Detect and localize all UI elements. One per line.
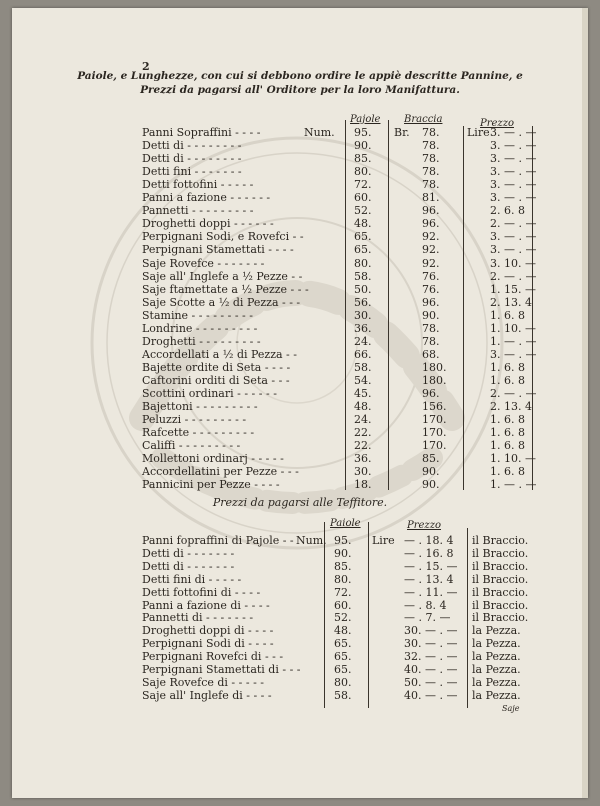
cell-braccia: 76. [422, 282, 440, 296]
cell-pajole: 65. [354, 243, 372, 257]
row-name: Panni a fazione di - - - - [142, 598, 270, 612]
cell-prezzo: 3. — . — [490, 165, 537, 179]
row-name: Detti di - - - - - - - [142, 546, 235, 560]
cell-unit: la Pezza. [472, 650, 521, 664]
cell-prezzo: 1. 6. 8 [490, 360, 525, 374]
cell-pajole: 48. [354, 400, 372, 414]
cell-pajole: 30. [354, 308, 372, 322]
cell-prezzo: 2. — . — [490, 217, 537, 231]
cell-paiole: 90. [334, 546, 352, 560]
table-row [12, 387, 588, 401]
cell-paiole: 65. [334, 637, 352, 651]
row-name: Bajette ordite di Seta - - - - [142, 360, 291, 374]
row-name: Saje all' Inglefe a ½ Pezze - - [142, 269, 303, 283]
row-name: Saje Rovefce di - - - - - [142, 675, 265, 689]
cell-prezzo: 1. 6. 8 [490, 465, 525, 479]
table-row [12, 689, 588, 703]
cell-braccia: 96. [422, 217, 440, 231]
cell-braccia: 92. [422, 243, 440, 257]
cell-braccia: 78. [422, 321, 440, 335]
header-braccia: Braccia [404, 114, 443, 125]
cell-braccia: 78. [422, 178, 440, 192]
cell-braccia: 96. [422, 204, 440, 218]
cell-braccia: 68. [422, 347, 440, 361]
cell-prezzo: 1. 6. 8 [490, 426, 525, 440]
table-row [12, 283, 588, 297]
row-name: Panni Sopraffini - - - - [142, 126, 261, 139]
row-name: Detti fottofini di - - - - [142, 585, 261, 599]
table-row [12, 400, 588, 414]
cell-pajole: 85. [354, 152, 372, 166]
cell-prezzo: 3. — . — [490, 178, 537, 192]
cell-prezzo: 2. 13. 4 [490, 295, 532, 309]
cell-braccia: 180. [422, 373, 447, 387]
cell-prezzo: 3. — . — [490, 243, 537, 257]
cell-braccia: 85. [422, 452, 440, 466]
cell-prezzo: — . 8. 4 [404, 598, 447, 612]
title-line-1: Paiole, e Lunghezze, con cui si debbono ordire le appiè descritte Pannine, e [77, 70, 523, 82]
cell-braccia: 90. [422, 478, 440, 492]
cell-braccia: 156. [422, 400, 447, 414]
table-row [12, 663, 588, 677]
row-name: Londrine - - - - - - - - - [142, 321, 258, 335]
table-row [12, 322, 588, 336]
cell-pajole: 56. [354, 295, 372, 309]
row-name: Saje ftamettate a ½ Pezze - - - [142, 282, 309, 296]
row-name: Stamine - - - - - - - - - [142, 308, 253, 322]
cell-paiole: 80. [334, 572, 352, 586]
row-name: Perpignani Sodi di - - - - [142, 637, 274, 651]
row-name: Saje all' Inglefe di - - - - [142, 688, 272, 702]
cell-prezzo: 2. 6. 8 [490, 204, 525, 218]
row-name: Detti fottofini - - - - - [142, 178, 254, 192]
row-name: Bajettoni - - - - - - - - - [142, 400, 258, 414]
cell-prezzo: 32. — . — [404, 650, 458, 664]
cell-pajole: 60. [354, 191, 372, 205]
row-name: Perpignani Stamettati - - - - [142, 243, 294, 257]
row-name: Caftorini orditi di Seta - - - [142, 373, 290, 387]
row-name: Perpignani Sodi, e Rovefci - - [142, 230, 304, 244]
cell-prezzo: 3. — . — [490, 152, 537, 166]
table-row [12, 465, 588, 479]
cell-prezzo: 1. 6. 8 [490, 373, 525, 387]
cell-prezzo: 1. 15. — [490, 282, 536, 296]
table-row [12, 547, 588, 561]
row-name: Scottini ordinari - - - - - - [142, 387, 277, 400]
header-prezzo: Prezzo [480, 118, 514, 129]
document-page [12, 8, 588, 798]
cell-prezzo: 30. — . — [404, 624, 458, 638]
table-row [12, 204, 588, 218]
cell-prezzo: 40. — . — [404, 663, 458, 676]
cell-pajole: 66. [354, 347, 372, 361]
cell-unit: il Braccio. [472, 585, 529, 599]
row-name: Accordellati a ½ di Pezza - - [142, 347, 297, 361]
catchword: Saje [502, 704, 520, 713]
cell-pajole: 22. [354, 439, 372, 453]
cell-prezzo: 2. — . — [490, 387, 537, 400]
cell-braccia: 96. [422, 295, 440, 309]
cell-prezzo: 1. 6. 8 [490, 439, 525, 453]
table-row [12, 217, 588, 231]
cell-paiole: 72. [334, 585, 352, 599]
cell-prezzo: — . 13. 4 [404, 572, 454, 586]
table-row [12, 413, 588, 427]
table-row [12, 126, 588, 140]
cell-pajole: 48. [354, 217, 372, 231]
table-row [12, 426, 588, 440]
cell-pajole: 95. [354, 126, 372, 139]
page-number: 2 [142, 60, 150, 73]
cell-unit: il Braccio. [472, 546, 529, 560]
cell-braccia: 78. [422, 165, 440, 179]
cell-unit: la Pezza. [472, 675, 521, 689]
cell-prezzo: 3. — . — [490, 347, 537, 361]
cell-unit: la Pezza. [472, 637, 521, 651]
table-row [12, 309, 588, 323]
cell-pajole: 24. [354, 413, 372, 427]
cell-braccia: 78. [422, 126, 440, 139]
table-row [12, 560, 588, 574]
cell-prezzo: — . 18. 4 [404, 534, 454, 547]
cell-pajole: 90. [354, 139, 372, 153]
row-name: Detti fini - - - - - - - [142, 165, 242, 179]
cell-braccia: 170. [422, 413, 447, 427]
cell-paiole: 65. [334, 650, 352, 664]
table-row [12, 270, 588, 284]
cell-paiole: 85. [334, 559, 352, 573]
cell-pajole: 36. [354, 321, 372, 335]
table-row [12, 599, 588, 613]
cell-prezzo: 30. — . — [404, 637, 458, 651]
table-row [12, 152, 588, 166]
table-row [12, 676, 588, 690]
cell-prezzo: 2. — . — [490, 269, 537, 283]
num-label: Num. [296, 534, 327, 547]
row-name: Pannetti - - - - - - - - - [142, 204, 254, 218]
row-name: Rafcette - - - - - - - - - [142, 426, 255, 440]
cell-pajole: 24. [354, 334, 372, 348]
cell-paiole: 95. [334, 534, 352, 547]
cell-prezzo: 3. — . — [490, 126, 537, 139]
cell-prezzo: 3. 10. — [490, 256, 536, 270]
cell-braccia: 180. [422, 360, 447, 374]
cell-prezzo: 1. — . — [490, 334, 537, 348]
cell-pajole: 52. [354, 204, 372, 218]
table-row [12, 624, 588, 638]
cell-unit: la Pezza. [472, 624, 521, 638]
cell-unit: la Pezza. [472, 663, 521, 676]
title-line-2: Prezzi da pagarsi all' Orditore per la loro Manifattura. [140, 84, 460, 96]
row-name: Droghetti doppi di - - - - [142, 624, 274, 638]
cell-pajole: 65. [354, 230, 372, 244]
section-title-tessitore: Prezzi da pagarsi alle Teffitore. [212, 496, 388, 509]
table-row [12, 335, 588, 349]
cell-prezzo: 3. — . — [490, 230, 537, 244]
row-name: Droghetti - - - - - - - - - [142, 334, 261, 348]
cell-unit: il Braccio. [472, 598, 529, 612]
cell-unit: la Pezza. [472, 688, 521, 702]
cell-prezzo: 40. — . — [404, 688, 458, 702]
cell-braccia: 96. [422, 387, 440, 400]
num-label: Num. [304, 126, 335, 139]
row-name: Mollettoni ordinarj - - - - - [142, 452, 284, 466]
cell-paiole: 58. [334, 688, 352, 702]
cell-pajole: 54. [354, 373, 372, 387]
table-row [12, 243, 588, 257]
table-row [12, 296, 588, 310]
table-row [12, 452, 588, 466]
cell-pajole: 18. [354, 478, 372, 492]
cell-prezzo: 3. — . — [490, 139, 537, 153]
cell-braccia: 76. [422, 269, 440, 283]
row-name: Peluzzi - - - - - - - - - [142, 413, 247, 427]
table-row [12, 478, 588, 492]
cell-braccia: 78. [422, 152, 440, 166]
cell-braccia: 81. [422, 191, 440, 205]
table-row [12, 650, 588, 664]
row-name: Pannicini per Pezze - - - - [142, 478, 280, 492]
cell-prezzo: 3. — . — [490, 191, 537, 205]
table-row [12, 439, 588, 453]
table-row [12, 191, 588, 205]
table-row [12, 165, 588, 179]
cell-braccia: 170. [422, 426, 447, 440]
cell-prezzo: — . 16. 8 [404, 546, 454, 560]
lire-prefix: Lire [372, 534, 395, 547]
cell-paiole: 52. [334, 611, 352, 625]
cell-pajole: 22. [354, 426, 372, 440]
row-name: Droghetti doppi - - - - - - [142, 217, 274, 231]
cell-prezzo: 1. — . — [490, 478, 537, 492]
cell-paiole: 80. [334, 675, 352, 689]
cell-unit: il Braccio. [472, 611, 529, 625]
cell-paiole: 48. [334, 624, 352, 638]
cell-prezzo: 1. 6. 8 [490, 308, 525, 322]
cell-prezzo: — . 11. — [404, 585, 458, 599]
cell-prezzo: 1. 10. — [490, 321, 536, 335]
cell-braccia: 90. [422, 308, 440, 322]
table-row [12, 374, 588, 388]
row-name: Panni fopraffini di Pajole - - [142, 534, 294, 547]
cell-pajole: 45. [354, 387, 372, 400]
cell-unit: il Braccio. [472, 572, 529, 586]
row-name: Califfi - - - - - - - - - [142, 439, 241, 453]
cell-pajole: 72. [354, 178, 372, 192]
row-name: Perpignani Stamettati di - - - [142, 663, 301, 676]
row-name: Pannetti di - - - - - - - [142, 611, 254, 625]
row-name: Accordellatini per Pezze - - - [142, 465, 299, 479]
row-name: Detti di - - - - - - - - [142, 152, 242, 166]
table-row [12, 534, 588, 548]
cell-prezzo: 1. 6. 8 [490, 413, 525, 427]
cell-braccia: 170. [422, 439, 447, 453]
table-row [12, 178, 588, 192]
cell-prezzo: — . 15. — [404, 559, 458, 573]
cell-prezzo: 2. 13. 4 [490, 400, 532, 414]
cell-braccia: 90. [422, 465, 440, 479]
cell-braccia: 78. [422, 334, 440, 348]
cell-unit: il Braccio. [472, 559, 529, 573]
cell-prezzo: 1. 10. — [490, 452, 536, 466]
row-name: Panni a fazione - - - - - - [142, 191, 271, 205]
cell-prezzo: 50. — . — [404, 675, 458, 689]
cell-pajole: 80. [354, 256, 372, 270]
cell-unit: il Braccio. [472, 534, 529, 547]
cell-pajole: 58. [354, 269, 372, 283]
header-pajole: Pajole [350, 114, 381, 125]
cell-braccia: 78. [422, 139, 440, 153]
table-row [12, 637, 588, 651]
row-name: Detti fini di - - - - - [142, 572, 242, 586]
table-row [12, 257, 588, 271]
header-prezzo-2: Prezzo [407, 520, 441, 531]
table-row [12, 586, 588, 600]
cell-pajole: 58. [354, 360, 372, 374]
table-row [12, 611, 588, 625]
cell-paiole: 60. [334, 598, 352, 612]
row-name: Detti di - - - - - - - [142, 559, 235, 573]
row-name: Detti di - - - - - - - - [142, 139, 242, 153]
row-name: Saje Rovefce - - - - - - - [142, 256, 265, 270]
table-row [12, 139, 588, 153]
cell-paiole: 65. [334, 663, 352, 676]
cell-braccia: 92. [422, 230, 440, 244]
cell-pajole: 36. [354, 452, 372, 466]
header-paiole: Paiole [330, 518, 361, 529]
row-name: Saje Scotte a ½ di Pezza - - - [142, 295, 301, 309]
table-row [12, 348, 588, 362]
cell-pajole: 80. [354, 165, 372, 179]
cell-braccia: 92. [422, 256, 440, 270]
cell-prezzo: — . 7. — [404, 611, 451, 625]
cell-pajole: 30. [354, 465, 372, 479]
br-prefix: Br. [394, 126, 410, 139]
lire-prefix: Lire [467, 126, 490, 139]
table-row [12, 361, 588, 375]
row-name: Perpignani Rovefci di - - - [142, 650, 284, 664]
cell-pajole: 50. [354, 282, 372, 296]
table-row [12, 573, 588, 587]
table-row [12, 230, 588, 244]
